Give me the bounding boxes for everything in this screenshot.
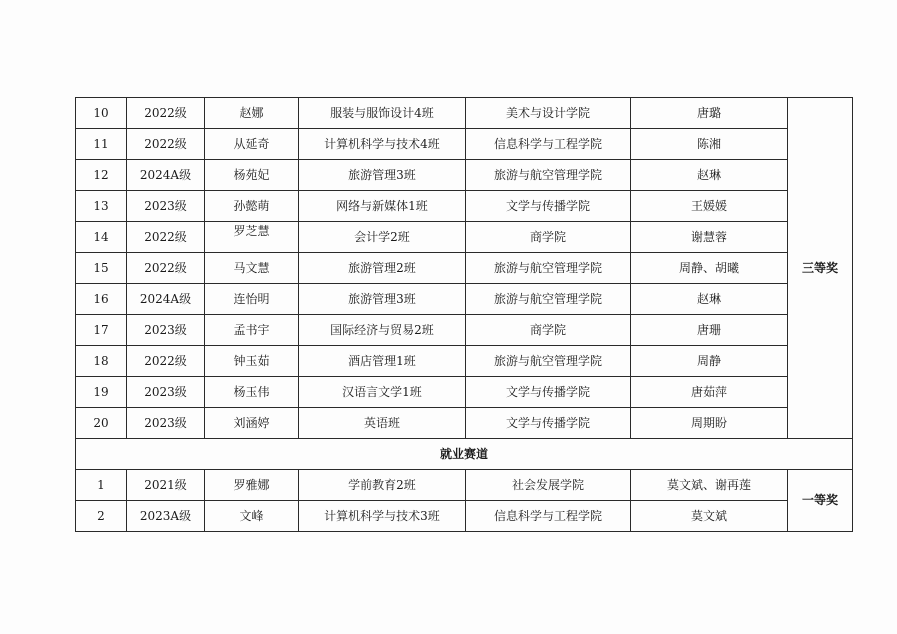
table-row (76, 160, 853, 191)
row-college: 文学与传播学院 (466, 191, 631, 222)
section-header-row (76, 439, 853, 470)
row-college: 信息科学与工程学院 (466, 501, 631, 532)
row-class: 服装与服饰设计4班 (299, 98, 466, 129)
row-index: 20 (76, 408, 127, 439)
row-index: 2 (76, 501, 127, 532)
row-index: 15 (76, 253, 127, 284)
row-advisor: 赵琳 (631, 284, 788, 315)
row-name: 马文慧 (205, 253, 299, 284)
row-advisor: 周期盼 (631, 408, 788, 439)
row-index: 11 (76, 129, 127, 160)
row-grade: 2024A级 (127, 160, 205, 191)
row-college: 美术与设计学院 (466, 98, 631, 129)
row-name: 杨苑妃 (205, 160, 299, 191)
row-class: 酒店管理1班 (299, 346, 466, 377)
row-name: 从延奇 (205, 129, 299, 160)
row-college: 商学院 (466, 315, 631, 346)
row-index: 1 (76, 470, 127, 501)
table-row (76, 501, 853, 532)
row-name: 连怡明 (205, 284, 299, 315)
row-grade: 2024A级 (127, 284, 205, 315)
row-grade: 2021级 (127, 470, 205, 501)
table-row (76, 408, 853, 439)
row-college: 旅游与航空管理学院 (466, 253, 631, 284)
row-class: 计算机科学与技术4班 (299, 129, 466, 160)
table-row (76, 191, 853, 222)
row-advisor: 赵琳 (631, 160, 788, 191)
row-advisor: 唐茹萍 (631, 377, 788, 408)
row-grade: 2022级 (127, 346, 205, 377)
row-college: 旅游与航空管理学院 (466, 160, 631, 191)
row-name: 杨玉伟 (205, 377, 299, 408)
row-grade: 2022级 (127, 98, 205, 129)
row-grade: 2023级 (127, 191, 205, 222)
table-row (76, 129, 853, 160)
row-class: 计算机科学与技术3班 (299, 501, 466, 532)
row-index: 12 (76, 160, 127, 191)
row-grade: 2022级 (127, 222, 205, 253)
row-index: 19 (76, 377, 127, 408)
row-advisor: 周静、胡曦 (631, 253, 788, 284)
row-name: 孟书宇 (205, 315, 299, 346)
table-row (76, 346, 853, 377)
row-class: 汉语言文学1班 (299, 377, 466, 408)
table-row (76, 315, 853, 346)
row-name: 赵娜 (205, 98, 299, 129)
row-college: 文学与传播学院 (466, 377, 631, 408)
section-title: 就业赛道 (76, 439, 853, 470)
row-class: 国际经济与贸易2班 (299, 315, 466, 346)
row-name-cell (205, 222, 299, 253)
prize-cell: 一等奖 (788, 470, 853, 532)
row-index: 10 (76, 98, 127, 129)
table-row (76, 284, 853, 315)
row-index: 16 (76, 284, 127, 315)
row-grade: 2023A级 (127, 501, 205, 532)
row-index: 14 (76, 222, 127, 253)
row-name: 罗芝慧 (233, 223, 270, 238)
row-class: 旅游管理2班 (299, 253, 466, 284)
row-name: 孙懿萌 (205, 191, 299, 222)
row-name: 钟玉茹 (205, 346, 299, 377)
row-advisor: 莫文斌 (631, 501, 788, 532)
table-row (76, 222, 853, 253)
row-name: 文峰 (205, 501, 299, 532)
row-grade: 2022级 (127, 129, 205, 160)
award-table (75, 97, 853, 532)
row-name: 刘涵婷 (205, 408, 299, 439)
row-advisor: 谢慧蓉 (631, 222, 788, 253)
row-class: 网络与新媒体1班 (299, 191, 466, 222)
row-class: 学前教育2班 (299, 470, 466, 501)
row-college: 社会发展学院 (466, 470, 631, 501)
row-index: 17 (76, 315, 127, 346)
row-name: 罗雅娜 (205, 470, 299, 501)
row-college: 商学院 (466, 222, 631, 253)
table-row (76, 253, 853, 284)
row-advisor: 王媛媛 (631, 191, 788, 222)
award-table-body (76, 98, 853, 532)
row-advisor: 唐璐 (631, 98, 788, 129)
prize-cell: 三等奖 (788, 98, 853, 439)
table-row (76, 470, 853, 501)
row-advisor: 周静 (631, 346, 788, 377)
row-advisor: 唐珊 (631, 315, 788, 346)
row-grade: 2022级 (127, 253, 205, 284)
row-college: 旅游与航空管理学院 (466, 346, 631, 377)
row-index: 18 (76, 346, 127, 377)
row-class: 会计学2班 (299, 222, 466, 253)
row-index: 13 (76, 191, 127, 222)
row-advisor: 莫文斌、谢再莲 (631, 470, 788, 501)
row-class: 英语班 (299, 408, 466, 439)
row-class: 旅游管理3班 (299, 160, 466, 191)
row-college: 旅游与航空管理学院 (466, 284, 631, 315)
row-grade: 2023级 (127, 315, 205, 346)
row-advisor: 陈湘 (631, 129, 788, 160)
row-grade: 2023级 (127, 408, 205, 439)
row-grade: 2023级 (127, 377, 205, 408)
row-class: 旅游管理3班 (299, 284, 466, 315)
row-college: 文学与传播学院 (466, 408, 631, 439)
table-row (76, 98, 853, 129)
table-row (76, 377, 853, 408)
row-college: 信息科学与工程学院 (466, 129, 631, 160)
